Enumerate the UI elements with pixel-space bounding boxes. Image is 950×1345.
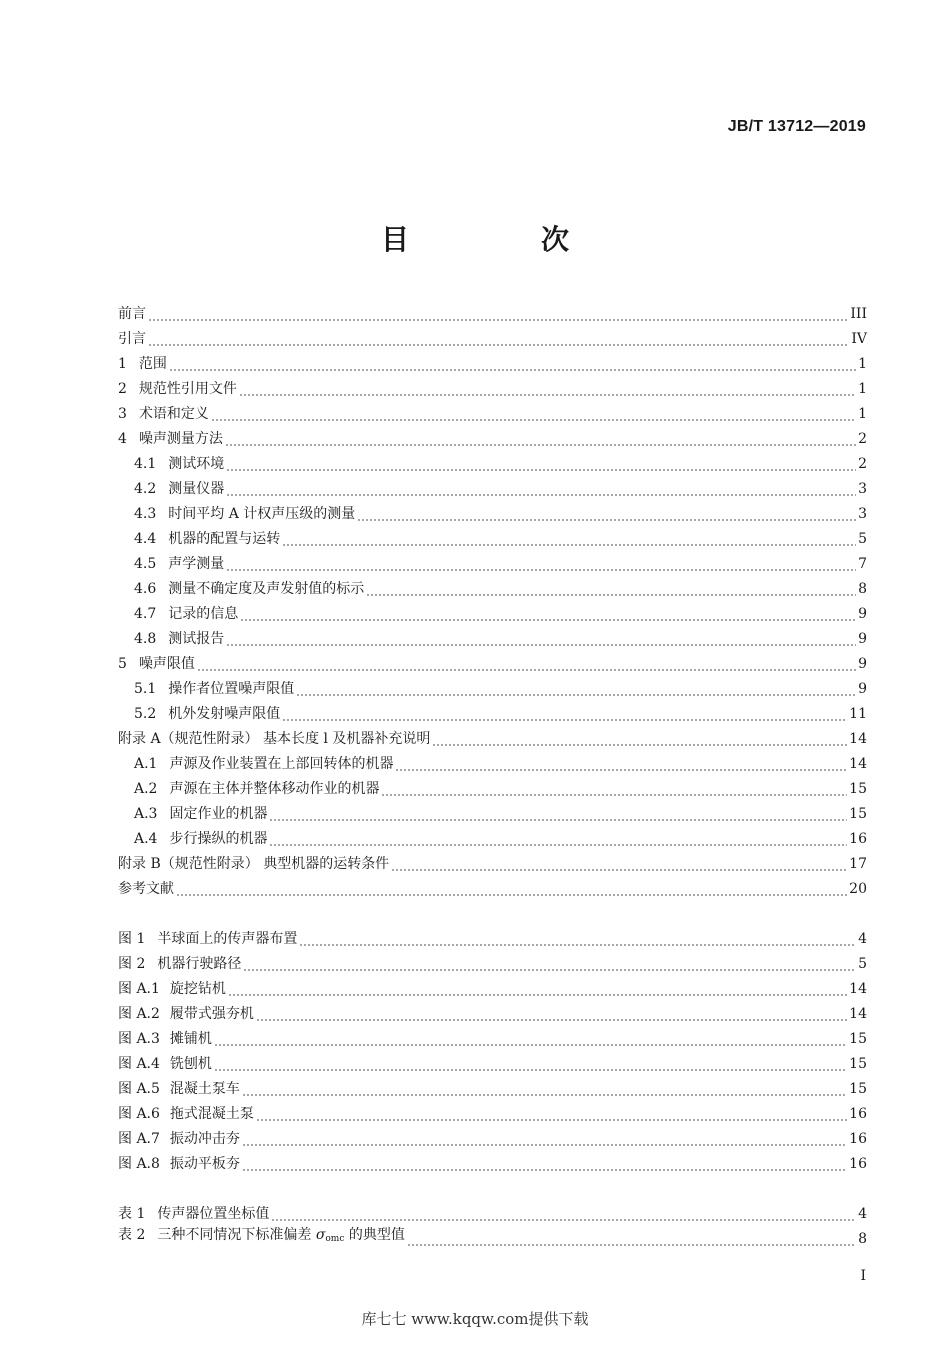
- toc-entry[interactable]: [118, 873, 867, 898]
- toc-entry[interactable]: [118, 398, 867, 423]
- toc-entry-title: [118, 730, 432, 748]
- toc-entry-label: 振动冲击夯: [169, 1131, 240, 1147]
- dot-leader: [269, 805, 847, 823]
- dot-leader: [432, 730, 847, 748]
- toc-entry-title: [134, 530, 282, 548]
- toc-entry-number: 图 A.7: [118, 1131, 160, 1147]
- toc-entry-title: [118, 1080, 242, 1098]
- toc-entry-label: 声源在主体并整体移动作业的机器: [169, 781, 380, 797]
- toc-entry[interactable]: [118, 548, 867, 573]
- toc-entry[interactable]: [118, 1148, 867, 1173]
- toc-entry-label: 术语和定义: [138, 406, 209, 422]
- toc-entry-label: 噪声测量方法: [138, 431, 223, 447]
- toc-entry-label: 操作者位置噪声限值: [168, 681, 295, 697]
- toc-entry-number: 1: [118, 356, 127, 372]
- dot-leader: [282, 530, 856, 548]
- toc-entry-number: 图 A.2: [118, 1006, 160, 1022]
- dot-leader: [256, 1005, 847, 1023]
- dot-leader: [366, 580, 856, 598]
- toc-entry-title: [118, 1226, 407, 1248]
- dot-leader: [214, 1055, 847, 1073]
- dot-leader: [148, 305, 848, 323]
- toc-entry-number: 4.8: [134, 631, 157, 647]
- toc-entry-label: 引言: [118, 331, 146, 347]
- toc-entry-label: 附录 B（规范性附录） 典型机器的运转条件: [118, 856, 390, 872]
- toc-entry-page: 9: [858, 631, 867, 647]
- toc-entry-title: [118, 355, 169, 373]
- dot-leader: [176, 880, 847, 898]
- toc-entry[interactable]: [118, 998, 867, 1023]
- toc-entry-page: 3: [858, 506, 867, 522]
- sigma-symbol: σ: [315, 1227, 326, 1243]
- dot-leader: [407, 1230, 856, 1248]
- toc-entry-number: 图 A.4: [118, 1056, 160, 1072]
- toc-entry[interactable]: [118, 848, 867, 873]
- toc-entry[interactable]: [118, 498, 867, 523]
- toc-entry-page: 14: [849, 756, 867, 772]
- toc-entry-label: 三种不同情况下标准偏差: [157, 1227, 316, 1243]
- toc-entry-page: 1: [858, 356, 867, 372]
- toc-entry-page: 11: [849, 706, 867, 722]
- toc-tables-section: [118, 1198, 867, 1248]
- toc-entry[interactable]: [118, 1073, 867, 1098]
- dot-leader: [226, 480, 856, 498]
- toc-entry-title: [134, 455, 226, 473]
- toc-entry[interactable]: [118, 973, 867, 998]
- dot-leader: [228, 980, 847, 998]
- toc-entry-number: 图 A.8: [118, 1156, 160, 1172]
- dot-leader: [226, 455, 856, 473]
- toc-entry-page: 4: [858, 931, 867, 947]
- toc-entry-title: [134, 605, 240, 623]
- toc-entry[interactable]: [118, 748, 867, 773]
- toc-entry-number: 4.2: [134, 481, 157, 497]
- dot-leader: [242, 1130, 847, 1148]
- toc-entry-number: 4: [118, 431, 127, 447]
- toc-entry[interactable]: [118, 298, 867, 323]
- dot-leader: [381, 780, 847, 798]
- toc-entry-label: 传声器位置坐标值: [157, 1206, 270, 1222]
- toc-entry-page: 14: [849, 731, 867, 747]
- toc-entry-number: 图 1: [118, 931, 146, 947]
- page-title: 目 次: [380, 223, 621, 256]
- toc-entry-label: 机器行驶路径: [157, 956, 242, 972]
- dot-leader: [391, 855, 847, 873]
- toc-entry-page: 9: [858, 681, 867, 697]
- dot-leader: [226, 555, 856, 573]
- toc-entry-page: 2: [858, 456, 867, 472]
- toc-entry-title: [134, 630, 226, 648]
- toc-entry-number: 2: [118, 381, 127, 397]
- toc-entry[interactable]: [118, 698, 867, 723]
- toc-entry[interactable]: [118, 373, 867, 398]
- toc-entry-label: 机器的配置与运转: [168, 531, 281, 547]
- toc-entry-page: IV: [851, 331, 867, 347]
- toc-entry[interactable]: [118, 348, 867, 373]
- toc-entry-title: [118, 405, 211, 423]
- toc-entry-title: [134, 505, 357, 523]
- toc-entry-title: [134, 755, 395, 773]
- toc-entry-number: 4.4: [134, 531, 157, 547]
- toc-entry-title: [118, 1005, 256, 1023]
- page-number: I: [860, 1268, 866, 1284]
- toc-entry[interactable]: [118, 923, 867, 948]
- dot-leader: [211, 405, 856, 423]
- toc-entry-page: 3: [858, 481, 867, 497]
- toc-entry[interactable]: [118, 448, 867, 473]
- toc-entry-number: 图 A.6: [118, 1106, 160, 1122]
- toc-entry[interactable]: [118, 473, 867, 498]
- toc-entry-title: [118, 880, 176, 898]
- toc-entry-label: 混凝土泵车: [169, 1081, 240, 1097]
- toc-entry[interactable]: [118, 573, 867, 598]
- toc-entry-number: 图 A.3: [118, 1031, 160, 1047]
- toc-entry[interactable]: [118, 523, 867, 548]
- toc-entry-label: 记录的信息: [168, 606, 239, 622]
- toc-entry[interactable]: [118, 673, 867, 698]
- toc-entry-page: 5: [858, 956, 867, 972]
- toc-entry-page: 9: [858, 606, 867, 622]
- dot-leader: [214, 1030, 847, 1048]
- dot-leader: [242, 1155, 847, 1173]
- toc-entry-label: 时间平均 A 计权声压级的测量: [168, 506, 356, 522]
- dot-leader: [271, 1205, 856, 1223]
- toc-entry-page: 8: [858, 581, 867, 597]
- dot-leader: [240, 605, 856, 623]
- toc-entry-label: 机外发射噪声限值: [168, 706, 281, 722]
- toc-entry-number: 表 1: [118, 1206, 146, 1222]
- toc-entry-page: 15: [849, 781, 867, 797]
- toc-entry-number: 4.5: [134, 556, 157, 572]
- toc-entry-label: 振动平板夯: [169, 1156, 240, 1172]
- toc-entry[interactable]: [118, 598, 867, 623]
- toc-entry[interactable]: [118, 823, 867, 848]
- toc-entry[interactable]: [118, 623, 867, 648]
- dot-leader: [239, 380, 856, 398]
- toc-entry-page: 9: [858, 656, 867, 672]
- toc-entry-page: 8: [858, 1231, 867, 1247]
- toc-entry[interactable]: [118, 1223, 867, 1248]
- toc-entry[interactable]: [118, 323, 867, 348]
- dot-leader: [296, 680, 856, 698]
- dot-leader: [197, 655, 856, 673]
- toc-entry-page: 15: [849, 1081, 867, 1097]
- toc-entry-title: [134, 805, 269, 823]
- toc-entry-label: 噪声限值: [138, 656, 195, 672]
- toc-entry[interactable]: [118, 798, 867, 823]
- dot-leader: [242, 1080, 847, 1098]
- toc-entry-number: 5.1: [134, 681, 157, 697]
- toc-entry-page: 16: [849, 831, 867, 847]
- toc-entry-title: [118, 1205, 271, 1223]
- toc-entry-label: 测试环境: [168, 456, 225, 472]
- toc-entry-page: 14: [849, 981, 867, 997]
- toc-entry-label: 测量仪器: [168, 481, 225, 497]
- toc-entry-number: 图 A.5: [118, 1081, 160, 1097]
- toc-entry-number: 4.1: [134, 456, 157, 472]
- toc-entry[interactable]: [118, 1098, 867, 1123]
- toc-entry[interactable]: [118, 648, 867, 673]
- toc-entry-page: 1: [858, 406, 867, 422]
- toc-entry-label: 前言: [118, 306, 146, 322]
- toc-entry-number: A.1: [134, 756, 158, 772]
- toc-entry-number: 4.3: [134, 506, 157, 522]
- toc-entry-number: A.2: [134, 781, 158, 797]
- toc-entry[interactable]: [118, 1123, 867, 1148]
- toc-entry-label: 声学测量: [168, 556, 225, 572]
- toc-figures-section: [118, 923, 867, 1173]
- toc-entry-title: [134, 680, 296, 698]
- toc-entry-number: 3: [118, 406, 127, 422]
- dot-leader: [169, 355, 856, 373]
- toc-entry-page: 7: [858, 556, 867, 572]
- toc-entry-title: [134, 480, 226, 498]
- toc-entry-label: 参考文献: [118, 881, 174, 897]
- toc-entry-label: 摊铺机: [169, 1031, 212, 1047]
- toc-entry-title: [134, 555, 226, 573]
- toc-entry[interactable]: [118, 773, 867, 798]
- toc-entry[interactable]: [118, 948, 867, 973]
- dot-leader: [299, 930, 856, 948]
- toc-entry-label: 履带式强夯机: [169, 1006, 254, 1022]
- toc-entry-label: 范围: [138, 356, 167, 372]
- toc-entry-page: 20: [849, 881, 867, 897]
- toc-entry-page: 4: [858, 1206, 867, 1222]
- toc-entry-label: 半球面上的传声器布置: [157, 931, 298, 947]
- toc-entry-title: [118, 380, 239, 398]
- toc-entry-title: [118, 305, 148, 323]
- toc-entry-page: 16: [849, 1131, 867, 1147]
- toc-entry[interactable]: [118, 1198, 867, 1223]
- toc-entry-page: 15: [849, 1031, 867, 1047]
- toc-entry-number: 图 2: [118, 956, 146, 972]
- dot-leader: [225, 430, 856, 448]
- toc-entry-label: 铣刨机: [169, 1056, 212, 1072]
- toc-entry-page: 16: [849, 1106, 867, 1122]
- download-watermark: 库七七 www.kqqw.com提供下载: [361, 1310, 589, 1328]
- toc-entry-page: 15: [849, 1056, 867, 1072]
- dot-leader: [148, 330, 849, 348]
- toc-entry-number: 5.2: [134, 706, 157, 722]
- toc-entry-page: 5: [858, 531, 867, 547]
- toc-entry-label: 声源及作业装置在上部回转体的机器: [169, 756, 394, 772]
- toc-entry-number: 4.6: [134, 581, 157, 597]
- toc-entry-title: [118, 430, 225, 448]
- toc-entry-page: 14: [849, 1006, 867, 1022]
- toc-entry-title: [134, 830, 269, 848]
- toc-entry[interactable]: [118, 723, 867, 748]
- toc-entry-title: [118, 1130, 242, 1148]
- dot-leader: [357, 505, 856, 523]
- toc-entry-title: [118, 855, 391, 873]
- toc-entry-number: 表 2: [118, 1227, 146, 1243]
- toc-entry-title: [134, 580, 366, 598]
- toc-entry-label-suffix: 的典型值: [344, 1227, 405, 1243]
- toc-entry-title: [118, 1030, 214, 1048]
- toc-entry-label: 固定作业的机器: [169, 806, 268, 822]
- sigma-subscript: omc: [325, 1234, 345, 1244]
- toc-entry-label: 测量不确定度及声发射值的标示: [168, 581, 365, 597]
- toc-entry-page: 15: [849, 806, 867, 822]
- toc-main-section: [118, 298, 867, 898]
- dot-leader: [395, 755, 847, 773]
- toc-entry[interactable]: [118, 423, 867, 448]
- toc-entry-title: [118, 330, 148, 348]
- toc-entry-title: [118, 1055, 214, 1073]
- toc-entry-number: A.3: [134, 806, 158, 822]
- standard-number: JB/T 13712—2019: [727, 118, 866, 135]
- table-of-contents: [118, 298, 867, 1248]
- dot-leader: [282, 705, 847, 723]
- toc-entry-number: A.4: [134, 831, 158, 847]
- dot-leader: [269, 830, 847, 848]
- toc-entry-title: [134, 780, 381, 798]
- toc-entry-page: 1: [858, 381, 867, 397]
- dot-leader: [243, 955, 856, 973]
- toc-entry-page: 16: [849, 1156, 867, 1172]
- toc-entry-title: [118, 955, 243, 973]
- toc-entry-label: 步行操纵的机器: [169, 831, 268, 847]
- toc-entry-label: 旋挖钻机: [169, 981, 226, 997]
- toc-entry-label: 拖式混凝土泵: [169, 1106, 254, 1122]
- toc-entry[interactable]: [118, 1023, 867, 1048]
- toc-entry-title: [118, 1155, 242, 1173]
- toc-entry-label: 测试报告: [168, 631, 225, 647]
- toc-entry-number: 5: [118, 656, 127, 672]
- toc-entry-label: 附录 A（规范性附录） 基本长度 l 及机器补充说明: [118, 731, 431, 747]
- toc-entry-title: [118, 655, 197, 673]
- toc-entry-page: III: [850, 306, 867, 322]
- toc-entry-page: 17: [849, 856, 867, 872]
- toc-entry-title: [118, 980, 228, 998]
- dot-leader: [226, 630, 856, 648]
- toc-entry-number: 4.7: [134, 606, 157, 622]
- toc-entry-page: 2: [858, 431, 867, 447]
- toc-entry-number: 图 A.1: [118, 981, 160, 997]
- toc-entry-title: [118, 1105, 256, 1123]
- toc-entry-title: [118, 930, 299, 948]
- toc-entry-title: [134, 705, 282, 723]
- dot-leader: [256, 1105, 847, 1123]
- toc-entry-label: 规范性引用文件: [138, 381, 237, 397]
- toc-entry[interactable]: [118, 1048, 867, 1073]
